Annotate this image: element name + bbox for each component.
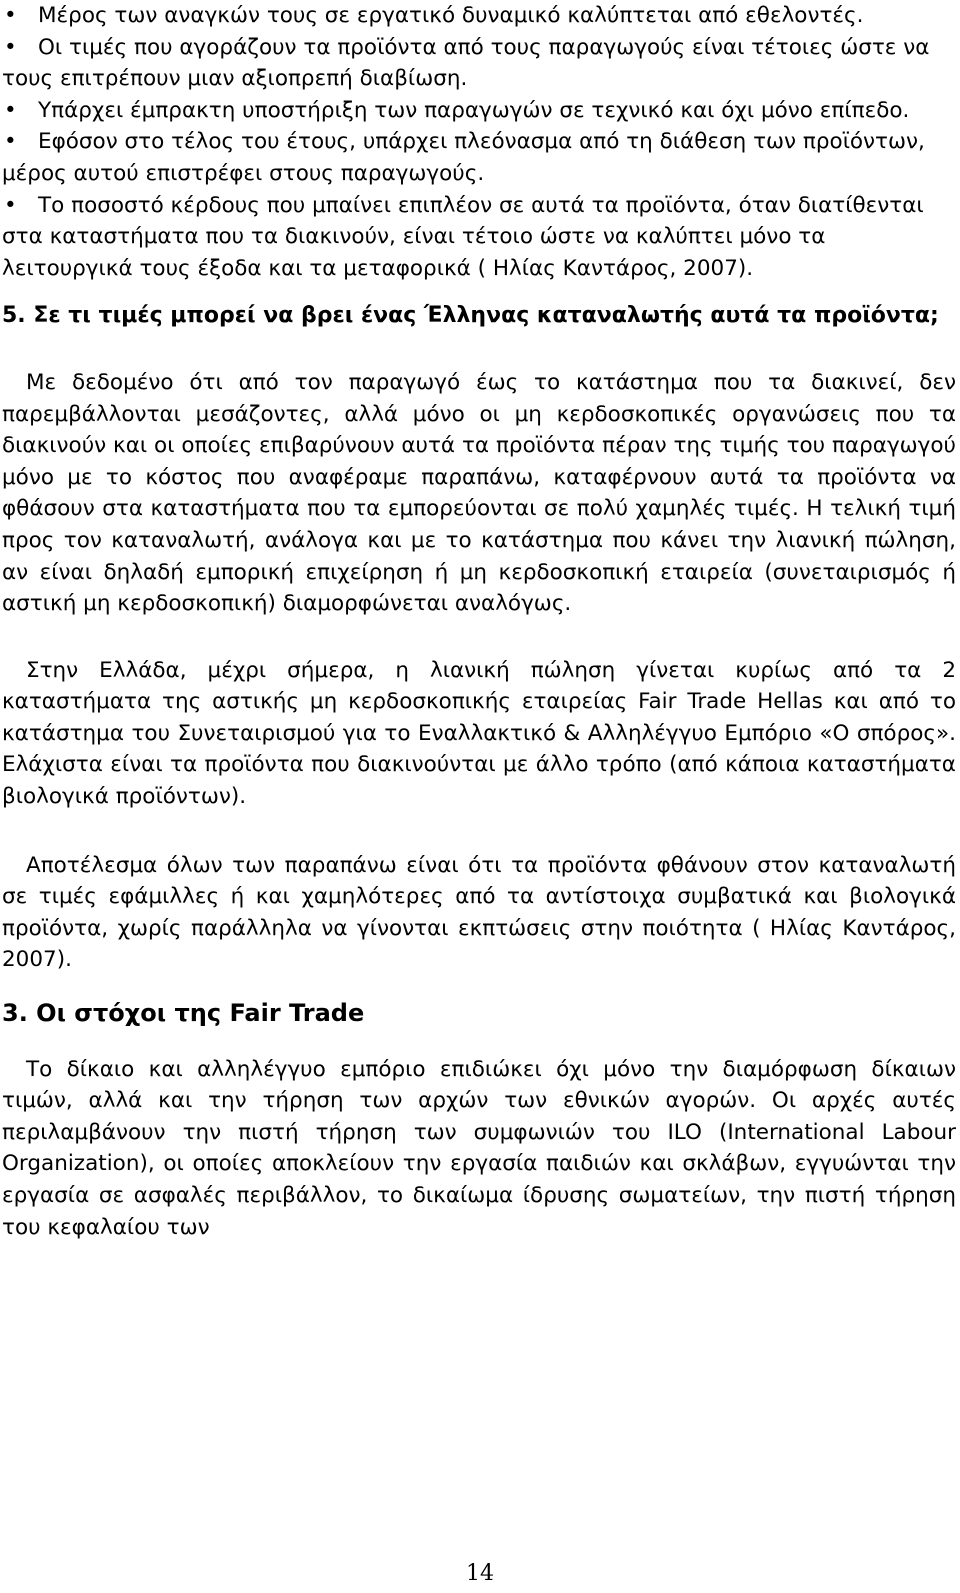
- page-number: 14: [466, 1561, 494, 1586]
- bullet-icon: •: [4, 34, 17, 60]
- list-item-text: Οι τιμές που αγοράζουν τα προϊόντα από τους παραγωγούς είναι τέτοιες ώστε να τους επιτρέπουν μιαν αξιοπρεπή διαβίωση.: [2, 34, 930, 92]
- list-item: [2, 126, 956, 189]
- list-item-text: Εφόσον στο τέλος του έτους, υπάρχει πλεόνασμα από τη διάθεση των προϊόντων, μέρος αυτού επιστρέφει στους παραγωγούς.: [2, 129, 925, 186]
- page-content: [2, 0, 956, 1243]
- section-5-paragraph-2: Στην Ελλάδα, μέχρι σήμερα, η λιανική πώληση γίνεται κυρίως από τα 2 καταστήματα της αστικής μη κερδοσκοπικής εταιρείας Fair Trade Hellas και από το κατάστημα του Συνεταιρισμού για το Εναλλακτικό & Αλληλέγγυο Εμπόριο «Ο σπόρος». Ελάχιστα είναι τα προϊόντα που διακινούνται με άλλο τρόπο (από κάποια καταστήματα βιολογικά προϊόντων).: [2, 657, 956, 810]
- section-3-heading: 3. Οι στόχοι της Fair Trade: [2, 999, 365, 1028]
- list-item-text: Μέρος των αναγκών τους σε εργατικό δυναμικό καλύπτεται από εθελοντές.: [38, 3, 864, 28]
- list-item: [2, 0, 956, 32]
- bullet-icon: •: [4, 97, 17, 123]
- list-item: [2, 32, 956, 95]
- bullet-list: [2, 0, 956, 284]
- section-3-paragraph-1: Το δίκαιο και αλληλέγγυο εμπόριο επιδιώκει όχι μόνο την διαμόρφωση δίκαιων τιμών, αλλά και την τήρηση των αρχών των εθνικών αγορών. Οι αρχές αυτές περιλαμβάνουν την πιστή τήρηση των συμφωνιών του ILO (International Labour Organization), οι οποίες αποκλείουν την εργασία παιδιών και σκλάβων, εγγυώνται την εργασία σε ασφαλές περιβάλλον, το δικαίωμα ίδρυσης σωματείων, την πιστή τήρηση του κεφαλαίου των: [2, 1056, 956, 1240]
- bullet-icon: •: [4, 3, 17, 28]
- section-5-paragraph-3: Αποτέλεσμα όλων των παραπάνω είναι ότι τα προϊόντα φθάνουν στον καταναλωτή σε τιμές εφάμιλλες ή και χαμηλότερες από τα αντίστοιχα συμβατικά και βιολογικά προϊόντα, χωρίς παράλληλα να γίνονται εκπτώσεις στην ποιότητα ( Ηλίας Καντάρος, 2007).: [2, 852, 956, 973]
- section-5-heading: 5. Σε τι τιμές μπορεί να βρει ένας Έλληνας καταναλωτής αυτά τα προϊόντα;: [2, 303, 939, 329]
- list-item: [2, 190, 956, 285]
- section-5-paragraph-1: Με δεδομένο ότι από τον παραγωγό έως το κατάστημα που τα διακινεί, δεν παρεμβάλλονται μεσάζοντες, αλλά μόνο οι μη κερδοσκοπικές οργανώσεις που τα διακινούν και οι οποίες επιβαρύνουν αυτά τα προϊόντα πέραν της τιμής του παραγωγού μόνο με το κόστος που αναφέραμε παραπάνω, καταφέρνουν αυτά τα προϊόντα να φθάσουν στα καταστήματα που τα εμπορεύονται σε πολύ χαμηλές τιμές. Η τελική τιμή προς τον καταναλωτή, ανάλογα και με το κατάστημα που κάνει την λιανική πώληση, αν είναι δηλαδή εμπορική επιχείρηση ή μη κερδοσκοπική εταιρεία (συνεταιρισμός ή αστική μη κερδοσκοπική) διαμορφώνεται αναλόγως.: [2, 369, 956, 617]
- list-item-text: Το ποσοστό κέρδους που μπαίνει επιπλέον σε αυτά τα προϊόντα, όταν διατίθενται στα καταστήματα που τα διακινούν, είναι τέτοιο ώστε να καλύπτει μόνο τα λειτουργικά τους έξοδα και τα μεταφορικά ( Ηλίας Καντάρος, 2007).: [2, 192, 924, 281]
- bullet-icon: •: [4, 192, 17, 218]
- bullet-icon: •: [4, 129, 17, 155]
- list-item: [2, 95, 956, 127]
- list-item-text: Υπάρχει έμπρακτη υποστήριξη των παραγωγών σε τεχνικό και όχι μόνο επίπεδο.: [38, 97, 910, 123]
